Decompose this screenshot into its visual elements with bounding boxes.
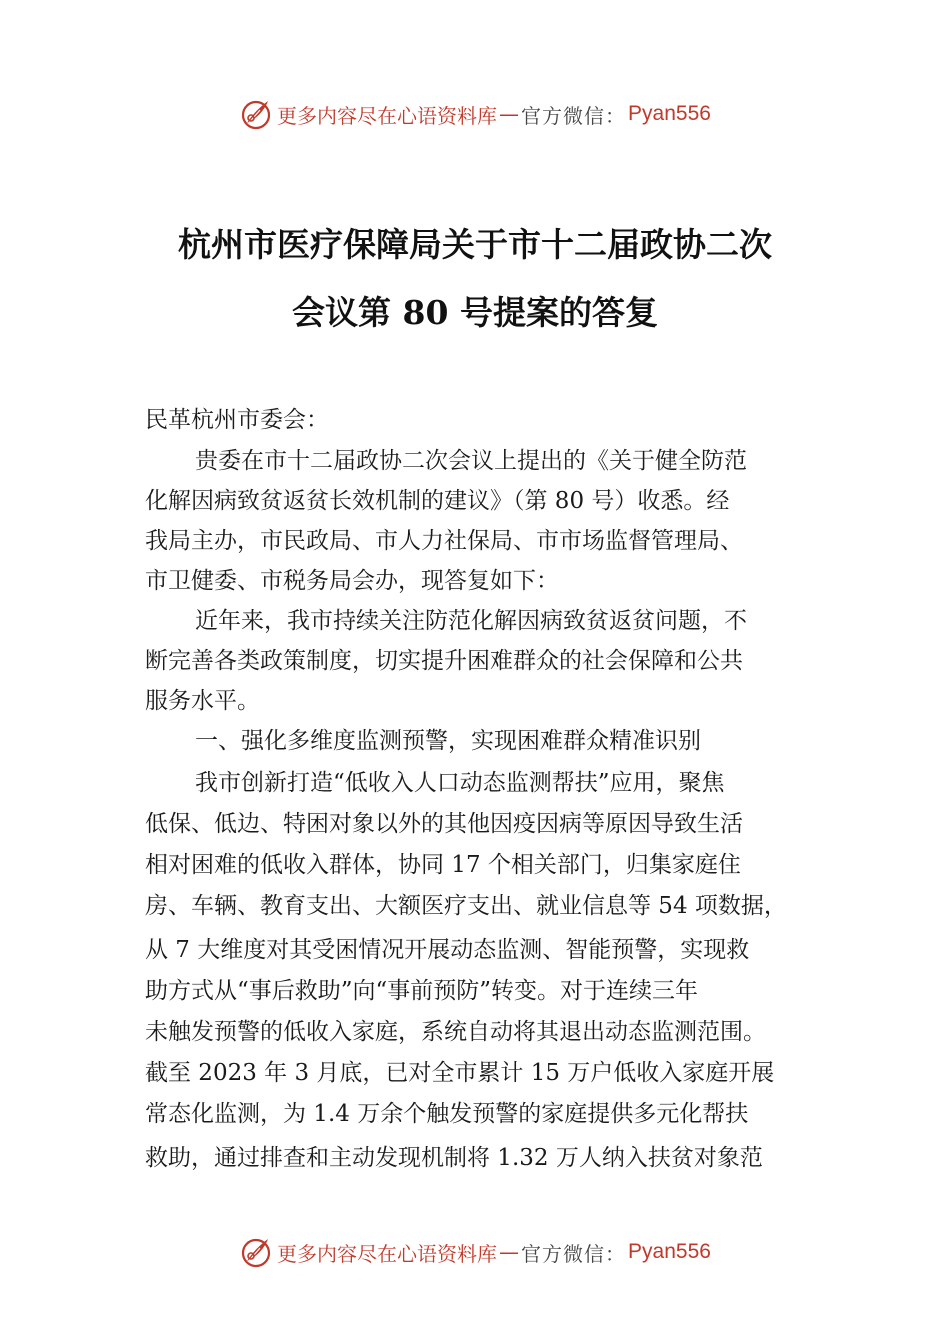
body-line: 贵委在市十二届政协二次会议上提出的《关于健全防范 bbox=[195, 448, 747, 474]
body-line: 相对困难的低收入群体，协同 17 个相关部门，归集家庭住 bbox=[145, 852, 741, 878]
document-title-line-1: 杭州市医疗保障局关于市十二届政协二次 bbox=[178, 225, 772, 264]
body-line: 房、车辆、教育支出、大额医疗支出、就业信息等 54 项数据， bbox=[145, 893, 787, 919]
body-line: 近年来，我市持续关注防范化解因病致贫返贫问题，不 bbox=[195, 608, 747, 634]
body-line: 未触发预警的低收入家庭，系统自动将其退出动态监测范围。 bbox=[145, 1019, 766, 1045]
watermark-wechat-id: Pyan556 bbox=[628, 1240, 711, 1263]
body-line: 市卫健委、市税务局会办，现答复如下： bbox=[145, 568, 559, 594]
quill-logo-icon bbox=[239, 1235, 273, 1269]
body-line: 助方式从“事后救助”向“事前预防”转变。对于连续三年 bbox=[145, 978, 699, 1004]
watermark-dash: — bbox=[499, 1240, 520, 1264]
body-line: 截至 2023 年 3 月底，已对全市累计 15 万户低收入家庭开展 bbox=[145, 1060, 775, 1086]
watermark-wechat-label: 官方微信： bbox=[521, 1241, 627, 1266]
body-line: 化解因病致贫返贫长效机制的建议》（第 80 号）收悉。经 bbox=[145, 488, 730, 514]
watermark-dash: — bbox=[499, 102, 520, 126]
body-line: 断完善各类政策制度，切实提升困难群众的社会保障和公共 bbox=[145, 648, 743, 674]
body-line: 救助，通过排查和主动发现机制将 1.32 万人纳入扶贫对象范 bbox=[145, 1145, 763, 1171]
body-line: 常态化监测，为 1.4 万余个触发预警的家庭提供多元化帮扶 bbox=[145, 1101, 749, 1127]
document-title-line-2: 会议第 80 号提案的答复 bbox=[292, 293, 658, 332]
footer-watermark bbox=[0, 1232, 950, 1272]
section-heading: 一、强化多维度监测预警，实现困难群众精准识别 bbox=[195, 728, 701, 754]
watermark-brand: 更多内容尽在心语资料库 bbox=[277, 1241, 498, 1266]
header-watermark bbox=[0, 94, 950, 134]
watermark-brand: 更多内容尽在心语资料库 bbox=[277, 103, 498, 128]
salutation: 民革杭州市委会： bbox=[145, 407, 329, 433]
body-line: 从 7 大维度对其受困情况开展动态监测、智能预警，实现救 bbox=[145, 937, 750, 963]
quill-logo-icon bbox=[239, 97, 273, 131]
body-line: 我局主办，市民政局、市人力社保局、市市场监督管理局、 bbox=[145, 528, 743, 554]
body-line: 低保、低边、特困对象以外的其他因疫因病等原因导致生活 bbox=[145, 811, 743, 837]
body-line: 我市创新打造“低收入人口动态监测帮扶”应用，聚焦 bbox=[195, 770, 725, 796]
watermark-wechat-id: Pyan556 bbox=[628, 102, 711, 125]
watermark-wechat-label: 官方微信： bbox=[521, 103, 627, 128]
body-line: 服务水平。 bbox=[145, 688, 260, 714]
